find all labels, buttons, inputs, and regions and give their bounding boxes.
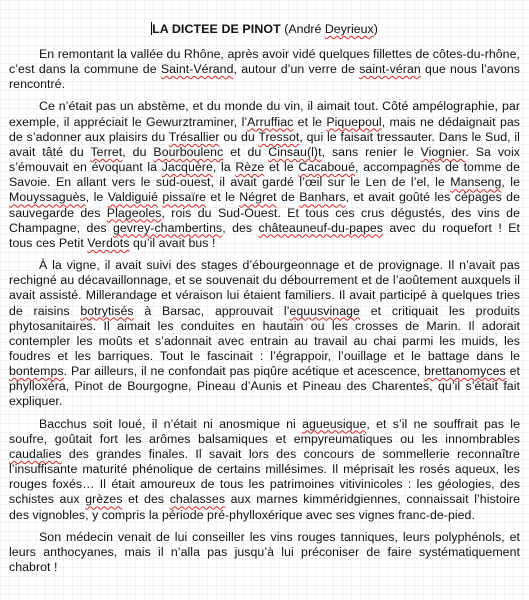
spellcheck-flagged-word: bontemps: [9, 364, 64, 379]
spellcheck-flagged-word: châteauneuf-du-papes: [258, 220, 384, 235]
author-name: Deyrieux: [324, 22, 374, 36]
spellcheck-flagged-word: Mouyssaguès: [9, 190, 86, 205]
spellcheck-flagged-word: Piquepoul: [326, 114, 382, 129]
text-run: , sans renier le: [321, 144, 421, 159]
text-run: , et s’il ne souffrait pas le soufre, goûtait fort les arômes balsamiques et empyreumatiques ou les innombrables: [9, 416, 520, 446]
spellcheck-flagged-word: agueusique: [302, 416, 367, 431]
text-run: et des: [122, 492, 170, 507]
text-run: . Par ailleurs, il ne confondait pas piqûre acétique et acescence,: [63, 364, 425, 379]
title-author: (André Deyrieux): [280, 22, 378, 36]
text-run: et le: [264, 160, 299, 175]
spellcheck-flagged-word: Plageoles: [106, 205, 162, 220]
spellcheck-flagged-word: caudalies: [9, 446, 62, 461]
text-run: et le: [206, 190, 240, 205]
paragraph: [9, 258, 520, 410]
spellcheck-flagged-word: Arruffiac: [247, 114, 294, 129]
text-run: avec du roquefort ! Et tous ces Petit: [9, 220, 520, 250]
text-run: et critiquait les produits phytosanitaires. Il aimait les conduites en hautain ou les crosses de Marin. Il adorait contempler les moûts et s’adonnait avec entrain au travail au chai parmi les muids, les foudres et les barriques. Tout le fascinait : l’égrappoir, l’ouillage et le battage dans le: [9, 303, 520, 363]
text-run: , rois du Sud-Ouest. Et tous ces crus dégustés, des vins de Champagne, des: [9, 205, 520, 235]
text-run: des grandes finales. Il savait lors des concours de sommellerie reconnaître l’insuffisante maturité phénolique de certains millésimes. Il méprisait les rosés aqueux, les rouges foxés… Il était amoureux de tous les patrimoines vitivinicoles : les géologies, des schistes aux: [9, 446, 520, 507]
title-main: LA DICTEE DE PINOT: [152, 22, 281, 36]
text-run: Son médecin venait de lui conseiller les vins rouges tanniques, leurs polyphénols, et leurs anthocyanes, mais il n’alla pas jusqu’à lui préconiser de faire systématiquement chabrot !: [9, 529, 520, 574]
spellcheck-flagged-word: saint-véran: [359, 62, 421, 77]
paragraph: [9, 47, 520, 92]
spellcheck-flagged-word: pissaïre: [162, 190, 207, 205]
text-run: ou du: [219, 129, 259, 144]
spellcheck-flagged-word: Valdiguié: [107, 190, 159, 205]
paragraphs-container: [9, 47, 520, 575]
spellcheck-flagged-word: Trésallier: [168, 129, 220, 144]
text-run: et du: [223, 144, 269, 159]
document-title: [9, 22, 520, 37]
text-run: , mais ne dédaignait pas de s’adonner aux plaisirs du: [9, 114, 520, 144]
paragraph: [9, 530, 520, 575]
spellcheck-flagged-word: grèzes: [85, 492, 123, 507]
text-run: , et avait goûté les cépages de sauvegarde des: [9, 190, 521, 220]
spellcheck-flagged-word: Rèze: [235, 160, 265, 175]
text-run: aux marnes kimméridgiennes, connaissait l’histoire des vignobles, y compris la période pré-phylloxérique avec ses vignes franc-de-pied.: [9, 492, 520, 522]
spellcheck-flagged-word: brettanomyces: [424, 364, 506, 379]
paragraph: [9, 99, 520, 251]
spellcheck-flagged-word: Jacquère: [161, 160, 213, 175]
text-run: , accompagnés de tomme de Savoie. En allant vers le sud-ouest, il avait gardé l’œil sur le Len de l’el, le: [9, 160, 521, 190]
text-run: Bacchus soit loué, il n’était ni anosmique ni: [39, 416, 303, 431]
spellcheck-flagged-word: chalasses: [169, 492, 226, 507]
spellcheck-flagged-word: Cacaboué: [298, 160, 356, 175]
text-run: et phylloxéra, Pinot de Bourgogne, Pineau d’Aunis et Pineau des Charentes, qu’il s’était fait expliquer.: [9, 364, 520, 409]
text-run: que nous l’avons rencontré.: [9, 62, 520, 92]
spellcheck-flagged-word: Banhars: [299, 190, 346, 205]
spellcheck-flagged-word: gevrey-chambertins: [112, 220, 223, 235]
text-run: Ce n’était pas un abstème, et du monde du vin, il aimait tout. Côté ampélographie, par exemple, il appréciait le Gewurztraminer, l’: [9, 99, 520, 129]
spellcheck-flagged-word: equusvinage: [289, 303, 360, 318]
spellcheck-flagged-word: Tressot: [258, 129, 300, 144]
text-run: , la: [212, 160, 236, 175]
spellcheck-flagged-word: botrytisés: [80, 303, 134, 318]
text-run: qu’il avait bus !: [129, 235, 216, 250]
text-run: . Sa voix s’émouvait en évoquant la: [9, 144, 520, 175]
text-run: , qui le faisait tressauter. Dans le Sud, il avait tâté du: [9, 129, 520, 159]
spellcheck-flagged-word: Viognier: [420, 144, 466, 159]
spellcheck-flagged-word: Verdots: [87, 235, 130, 250]
spellcheck-flagged-word: Saint-Vérand: [160, 62, 234, 77]
spellcheck-flagged-word: Négret: [239, 190, 277, 205]
text-run: , des: [222, 220, 259, 235]
text-run: À la vigne, il avait suivi des stages d’ébourgeonnage et de provignage. Il n’avait pas rechigné au décavaillonnage, et se souvenait du débourrement et de l’aoûtement auxquels il avait assisté. Millerandage et véraison lui étaient familiers. Il avait participé à quelques tries de raisins: [9, 258, 520, 318]
text-run: à Barsac, approuvait l’: [133, 303, 290, 318]
spellcheck-flagged-word: Manseng: [450, 175, 502, 190]
document-body[interactable]: [9, 22, 520, 582]
paragraph: [9, 417, 520, 523]
text-run: En remontant la vallée du Rhône, après avoir vidé quelques fillettes de côtes-du-rhône, c’est dans la commune de: [9, 47, 520, 77]
text-run: , autour d’un verre de: [233, 62, 360, 77]
spellcheck-flagged-word: Terret: [90, 144, 123, 159]
spellcheck-flagged-word: Bourboulenc: [153, 144, 224, 159]
spellcheck-flagged-word: Cinsau(l)t: [268, 144, 322, 159]
text-run: , du: [122, 144, 154, 159]
text-run: et le: [293, 114, 327, 129]
text-run: de: [276, 190, 300, 205]
text-run: , le: [85, 190, 108, 205]
text-run: , le: [501, 175, 520, 190]
